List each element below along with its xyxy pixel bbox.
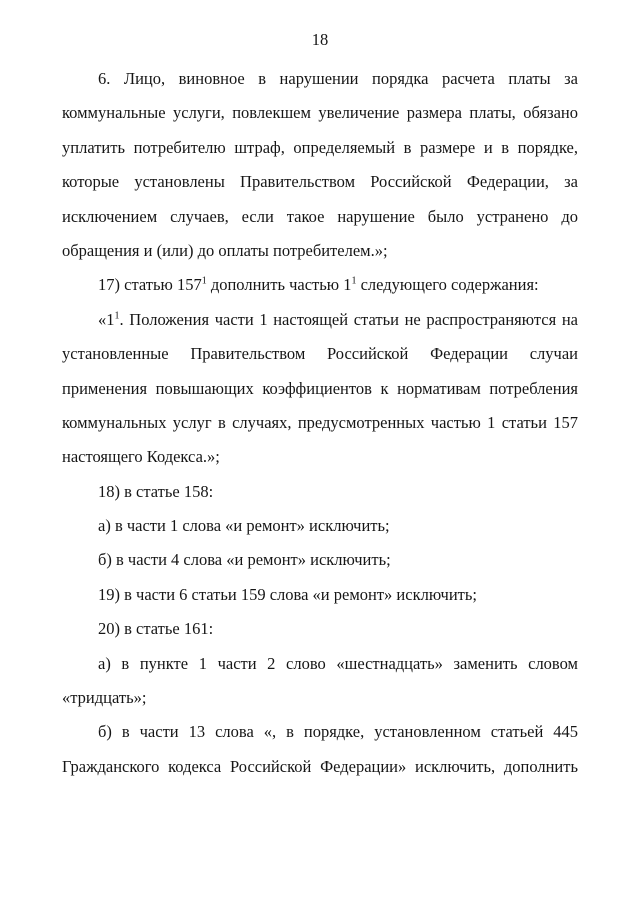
text-line [62,612,578,646]
text-line [62,96,578,130]
superscript: 1 [114,310,120,322]
text-segment: которые установлены Правительством Российской Федерации, за [62,172,578,192]
text-line [62,62,578,96]
text-segment: а) в части 1 слова «и ремонт» исключить; [98,516,390,536]
text-segment: 6. Лицо, виновное в нарушении порядка расчета платы за [98,69,578,88]
text-segment: б) в части 13 слова «, в порядке, установленном статьей 445 [98,722,578,742]
text-segment: 18) в статье 158: [98,481,214,501]
text-segment: настоящего Кодекса.»; [62,447,220,467]
text-segment: «тридцать»; [62,688,147,708]
text-line [62,372,578,406]
superscript: 1 [351,275,357,287]
text-line [62,543,578,577]
text-segment: «1 [98,309,115,329]
text-segment: установленные Правительством Российской Федерации случаи [62,344,578,364]
text-segment: Гражданского кодекса Российской Федерации» исключить, дополнить [62,756,578,776]
page-number: 18 [311,30,329,49]
text-segment: 19) в части 6 статьи 159 слова «и ремонт» исключить; [98,584,477,604]
text-line [62,165,578,199]
text-line [62,406,578,440]
text-line [62,578,578,612]
text-segment: коммунальных услуг в случаях, предусмотренных частью 1 статьи 157 [62,412,578,432]
text-segment: б) в части 4 слова «и ремонт» исключить; [98,550,391,570]
text-line [62,131,578,165]
text-segment: исключением случаев, если такое нарушение было устранено до [62,206,578,226]
text-line [62,647,578,681]
text-line [62,681,578,715]
text-segment: . Положения части 1 настоящей статьи не распространяются на [119,309,578,329]
text-line [62,750,578,784]
text-line [62,715,578,749]
text-segment: дополнить частью 1 [206,275,352,295]
text-line [62,268,578,302]
superscript: 1 [201,275,207,287]
text-segment: уплатить потребителю штраф, определяемый в размере и в порядке, [62,137,578,157]
text-line [62,303,578,337]
text-segment: обращения и (или) до оплаты потребителем.»; [62,240,388,260]
text-segment: следующего содержания: [356,275,539,295]
text-line [62,234,578,268]
text-segment: коммунальные услуги, повлекшем увеличение размера платы, обязано [62,103,578,123]
text-segment: а) в пункте 1 части 2 слово «шестнадцать» заменить словом [98,653,578,673]
text-line [62,509,578,543]
text-segment: применения повышающих коэффициентов к нормативам потребления [62,378,578,398]
text-segment: 20) в статье 161: [98,619,214,639]
text-line [62,475,578,509]
text-line [62,440,578,474]
document-body [62,62,578,784]
text-segment: 17) статью 157 [98,275,202,295]
text-line [62,200,578,234]
text-line [62,337,578,371]
